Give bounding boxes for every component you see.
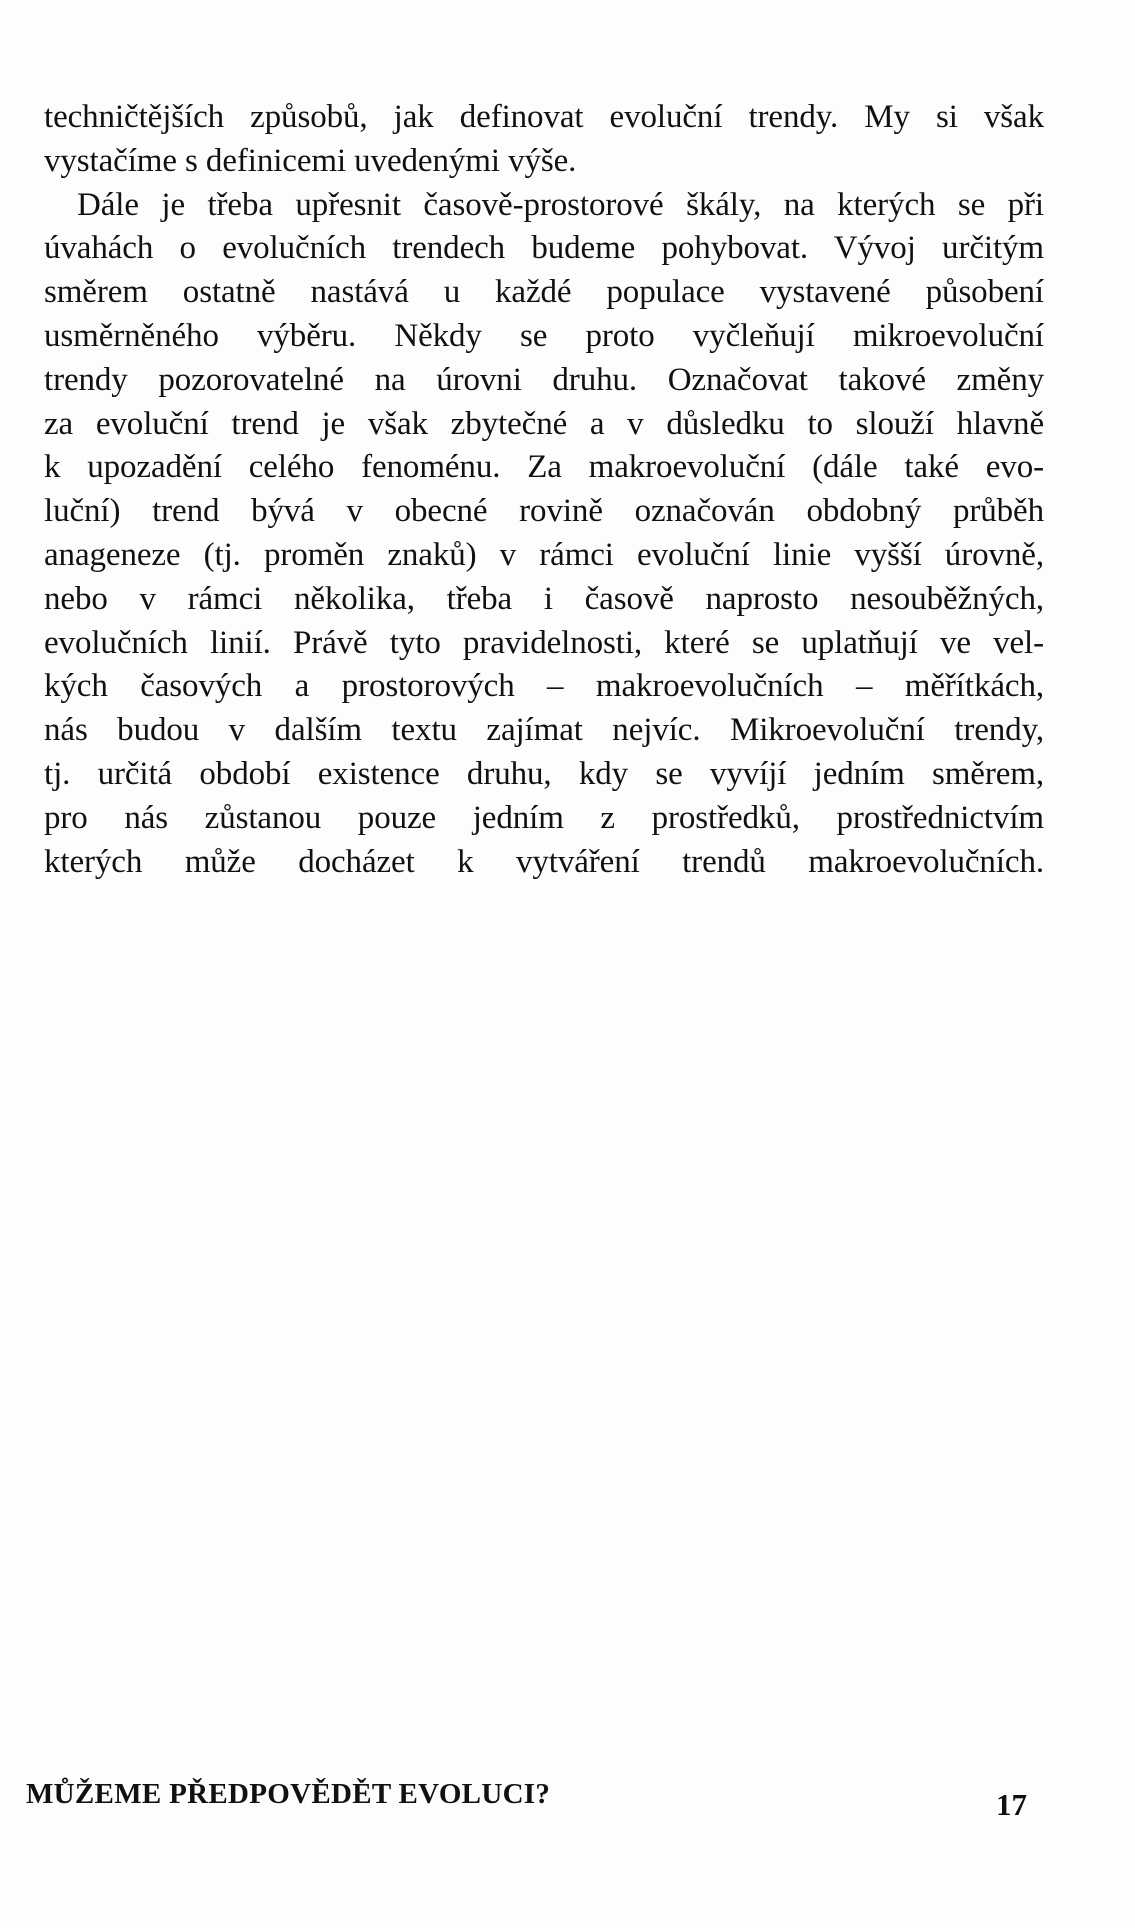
- text-line: kých časových a prostorových – makroevolučních – měřítkách,: [44, 668, 1044, 705]
- text-line: anageneze (tj. proměn znaků) v rámci evoluční linie vyšší úrovně,: [44, 536, 1044, 573]
- page-number: 17: [996, 1787, 1027, 1822]
- text-line: vystačíme s definicemi uvedenými výše.: [44, 142, 577, 179]
- text-line: techničtějších způsobů, jak definovat evoluční trendy. My si však: [44, 99, 1044, 135]
- text-line: k upozadění celého fenoménu. Za makroevoluční (dále také evo-: [44, 449, 1044, 486]
- text-line: směrem ostatně nastává u každé populace vystavené působení: [44, 274, 1044, 311]
- paragraph-first-line: Dále je třeba upřesnit časově-prostorové škály, na kterých se při: [77, 186, 1044, 223]
- text-line: trendy pozorovatelné na úrovni druhu. Označovat takové změny: [44, 361, 1044, 398]
- body-text: [44, 96, 1044, 884]
- text-line: kterých může docházet k vytváření trendů makroevolučních.: [44, 843, 1044, 880]
- text-line: usměrněného výběru. Někdy se proto vyčleňují mikroevoluční: [44, 317, 1044, 354]
- text-line: nebo v rámci několika, třeba i časově naprosto nesouběžných,: [44, 580, 1044, 617]
- running-head: MŮŽEME PŘEDPOVĚDĚT EVOLUCI?: [26, 1778, 551, 1810]
- text-line: pro nás zůstanou pouze jedním z prostředků, prostřednictvím: [44, 799, 1044, 836]
- text-line: evolučních linií. Právě tyto pravidelnosti, které se uplatňují ve vel-: [44, 624, 1044, 661]
- text-line: tj. určitá období existence druhu, kdy se vyvíjí jedním směrem,: [44, 755, 1044, 792]
- text-line: za evoluční trend je však zbytečné a v důsledku to slouží hlavně: [44, 405, 1044, 442]
- text-line: úvahách o evolučních trendech budeme pohybovat. Vývoj určitým: [44, 230, 1044, 267]
- text-line: luční) trend bývá v obecné rovině označován obdobný průběh: [44, 493, 1044, 530]
- text-line: nás budou v dalším textu zajímat nejvíc. Mikroevoluční trendy,: [44, 712, 1044, 749]
